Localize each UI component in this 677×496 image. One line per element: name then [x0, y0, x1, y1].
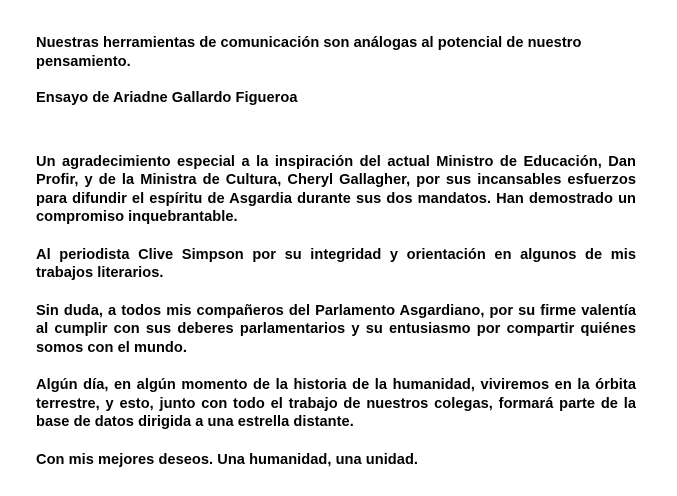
- document-title: Nuestras herramientas de comunicación son análogas al potencial de nuestro pensamiento.: [36, 35, 582, 70]
- acknowledgment-paragraph-ministers: Un agradecimiento especial a la inspiración del actual Ministro de Educación, Dan Profir, y de la Ministra de Cultura, Cheryl Gallagher, por sus incansables esfuerzos para difundir el espíritu de Asgardia durante sus dos mandatos. Han demostrado un compromiso inquebrantable.: [36, 153, 636, 225]
- acknowledgment-paragraph-journalist: Al periodista Clive Simpson por su integridad y orientación en algunos de mis trabajos literarios.: [36, 246, 636, 281]
- closing-line: Con mis mejores deseos. Una humanidad, una unidad.: [36, 451, 419, 468]
- acknowledgment-paragraph-future: Algún día, en algún momento de la historia de la humanidad, viviremos en la órbita terrestre, y esto, junto con todo el trabajo de nuestros colegas, formará parte de la base de datos dirigida a una estrella distante.: [36, 377, 636, 430]
- acknowledgment-paragraph-parliament: Sin duda, a todos mis compañeros del Parlamento Asgardiano, por su firme valentía al cumplir con sus deberes parlamentarios y su entusiasmo por compartir quiénes somos con el mundo.: [36, 302, 636, 356]
- author-line: Ensayo de Ariadne Gallardo Figueroa: [36, 90, 298, 106]
- document-page: [36, 34, 636, 469]
